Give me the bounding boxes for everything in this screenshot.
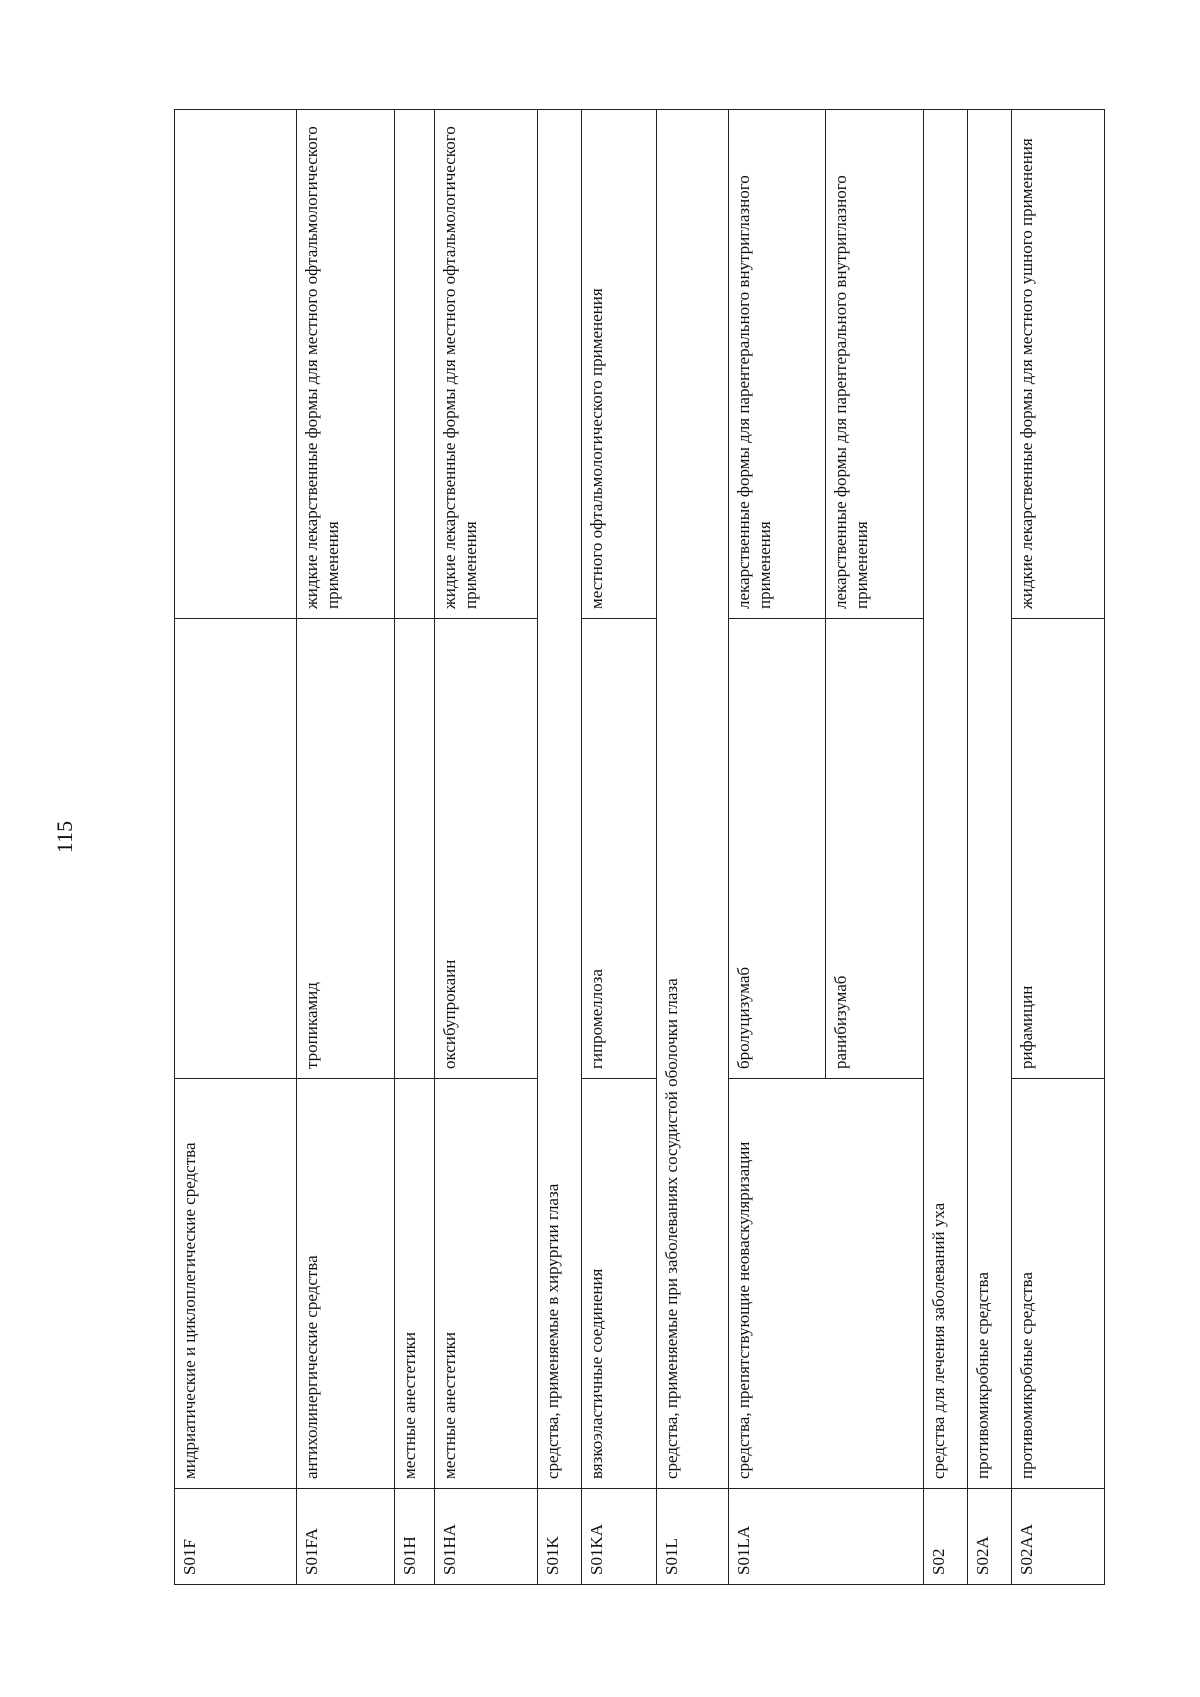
table-row: [395, 110, 435, 1585]
table-row: [657, 110, 729, 1585]
atc-code: S01KA: [582, 1489, 657, 1585]
drug-name: гипромеллоза: [582, 619, 657, 1079]
group-name: противомикробные средства: [1012, 1079, 1105, 1489]
dosage-form: жидкие лекарственные формы для местного офтальмологического применения: [435, 110, 538, 619]
group-name: средства, применяемые при заболеваниях сосудистой оболочки глаза: [657, 110, 729, 1489]
group-name: антихолинергические средства: [297, 1079, 395, 1489]
group-name: средства для лечения заболеваний уха: [924, 110, 968, 1489]
atc-code: S01L: [657, 1489, 729, 1585]
group-name: мидриатические и циклоплегические средства: [175, 1079, 297, 1489]
atc-code: S01FA: [297, 1489, 395, 1585]
table-row: [968, 110, 1012, 1585]
dosage-form: жидкие лекарственные формы для местного ушного применения: [1012, 110, 1105, 619]
drug-classification-table: [174, 109, 1105, 1585]
drug-name: тропикамид: [297, 619, 395, 1079]
dosage-form: лекарственные формы для парентерального внутриглазного применения: [826, 110, 924, 619]
group-name: средства, применяемые в хирургии глаза: [538, 110, 582, 1489]
atc-code: S02AA: [1012, 1489, 1105, 1585]
group-name: местные анестетики: [435, 1079, 538, 1489]
table-row: [924, 110, 968, 1585]
drug-name: [395, 619, 435, 1079]
table-row: [538, 110, 582, 1585]
page-number: 115: [52, 820, 77, 854]
atc-code: S01K: [538, 1489, 582, 1585]
dosage-form: местного офтальмологического применения: [582, 110, 657, 619]
table-row: [297, 110, 395, 1585]
drug-name: ранибизумаб: [826, 619, 924, 1079]
table-row: [175, 110, 297, 1585]
group-name: средства, препятствующие неоваскуляризации: [729, 1079, 924, 1489]
drug-name: бролуцизумаб: [729, 619, 826, 1079]
atc-code: S01F: [175, 1489, 297, 1585]
rotated-table-container: [174, 110, 1104, 1585]
table-row: [582, 110, 657, 1585]
atc-code: S01H: [395, 1489, 435, 1585]
dosage-form: [395, 110, 435, 619]
dosage-form: [175, 110, 297, 619]
atc-code: S01LA: [729, 1489, 924, 1585]
dosage-form: жидкие лекарственные формы для местного офтальмологического применения: [297, 110, 395, 619]
drug-name: [175, 619, 297, 1079]
table-wrapper: [174, 110, 1104, 1585]
drug-name: рифамицин: [1012, 619, 1105, 1079]
group-name: вязкоэластичные соединения: [582, 1079, 657, 1489]
drug-name: оксибупрокаин: [435, 619, 538, 1079]
table-row: [729, 110, 826, 1585]
atc-code: S02A: [968, 1489, 1012, 1585]
table-row: [1012, 110, 1105, 1585]
atc-code: S02: [924, 1489, 968, 1585]
atc-code: S01HA: [435, 1489, 538, 1585]
group-name: противомикробные средства: [968, 110, 1012, 1489]
table-row: [435, 110, 538, 1585]
group-name: местные анестетики: [395, 1079, 435, 1489]
dosage-form: лекарственные формы для парентерального внутриглазного применения: [729, 110, 826, 619]
